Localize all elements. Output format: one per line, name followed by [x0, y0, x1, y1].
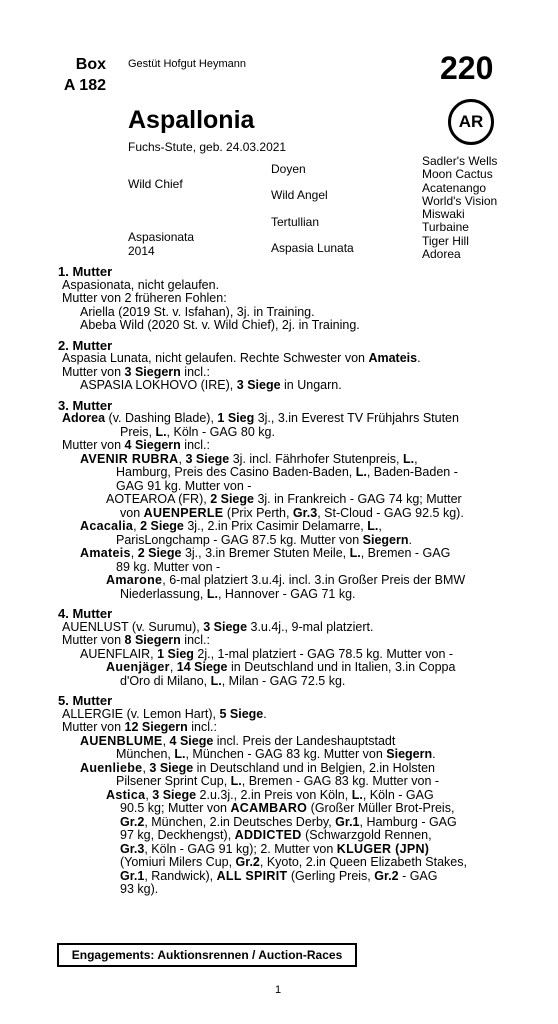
page-number: 1 — [275, 984, 282, 996]
s5-line: Mutter von 12 Siegern incl.: — [62, 720, 217, 734]
s3-adorea: Adorea (v. Dashing Blade), 1 Sieg 3j., 3.in Everest TV Frühjahrs Stuten — [62, 411, 459, 425]
section-title-5: 5. Mutter — [58, 693, 113, 708]
avenir-rubra: AVENIR RUBRA, 3 Siege 3j. incl. Fährhofer Stutenpreis, L., — [80, 451, 418, 466]
ar-badge-text: AR — [458, 112, 484, 131]
box-line1: Box — [75, 56, 106, 73]
s1-line: Aspasionata, nicht gelaufen. — [62, 277, 220, 292]
amarone-cont: Niederlassung, L., Hannover - GAG 71 kg. — [120, 586, 356, 601]
astica-cont: Gr.1, Randwick), ALL SPIRIT (Gerling Preis, Gr.2 - GAG — [120, 868, 438, 883]
section-title-1: 1. Mutter — [58, 264, 113, 279]
engagements-box — [57, 943, 357, 967]
s1-line: Ariella (2019 St. v. Isfahan), 3j. in Training. — [80, 304, 315, 319]
pedigree-gen3-7: Tiger Hill — [422, 233, 469, 248]
acacalia-cont: ParisLongchamp - GAG 87.5 kg. Mutter von Siegern. — [116, 532, 412, 547]
horse-description: Fuchs-Stute, geb. 24.03.2021 — [128, 140, 287, 154]
s2-line: Aspasia Lunata, nicht gelaufen. Rechte Schwester von Amateis. — [62, 351, 421, 365]
s1-line: Abeba Wild (2020 St. v. Wild Chief), 2j. in Training. — [80, 318, 360, 332]
s2-line: ASPASIA LOKHOVO (IRE), 3 Siege in Ungarn. — [80, 378, 342, 392]
pedigree-sire: Wild Chief — [128, 177, 183, 191]
section-title-3: 3. Mutter — [58, 397, 113, 413]
pedigree-gen3-4: World's Vision — [422, 193, 498, 208]
lot-number: 220 — [440, 50, 494, 86]
s4-line: AUENLUST (v. Surumu), 3 Siege 3.u.4j., 9-mal platziert. — [62, 619, 374, 634]
section-title-4: 4. Mutter — [58, 606, 113, 621]
auenblume: AUENBLUME, 4 Siege incl. Preis der Landeshauptstadt — [80, 733, 396, 748]
astica-cont: (Yomiuri Milers Cup, Gr.2, Kyoto, 2.in Queen Elizabeth Stakes, — [120, 855, 467, 869]
auenjaeger-cont: d'Oro di Milano, L., Milan - GAG 72.5 kg. — [120, 673, 346, 688]
breeder: Gestüt Hofgut Heymann — [128, 58, 247, 70]
auenliebe-cont: Pilsener Sprint Cup, L., Bremen - GAG 83 kg. Mutter von - — [116, 774, 440, 788]
astica-cont: Gr.3, Köln - GAG 91 kg); 2. Mutter von KLUGER (JPN) — [120, 841, 430, 856]
astica-cont: Gr.2, München, 2.in Deutsches Derby, Gr.1, Hamburg - GAG — [120, 814, 457, 829]
pedigree-gen3-5: Miswaki — [422, 207, 465, 222]
amateis-cont: 89 kg. Mutter von - — [116, 559, 221, 574]
s4-line: Mutter von 8 Siegern incl.: — [62, 633, 210, 647]
family-content — [58, 265, 503, 897]
auenflair: AUENFLAIR, 1 Sieg 2j., 1-mal platziert - GAG 78.5 kg. Mutter von - — [80, 646, 454, 661]
s1-line: Mutter von 2 früheren Fohlen: — [62, 291, 227, 305]
aotearoa-cont: von AUENPERLE (Prix Perth, Gr.3, St-Cloud - GAG 92.5 kg). — [120, 505, 464, 520]
s5-line: ALLERGIE (v. Lemon Hart), 5 Siege. — [62, 706, 267, 721]
section-title-2: 2. Mutter — [58, 337, 113, 353]
aotearoa: AOTEAROA (FR), 2 Siege 3j. in Frankreich - GAG 74 kg; Mutter — [106, 492, 462, 506]
auenblume-cont: München, L., München - GAG 83 kg. Mutter von Siegern. — [116, 747, 436, 761]
pedigree-gen2-2: Wild Angel — [271, 188, 328, 202]
ar-badge-icon — [448, 99, 494, 145]
astica: Astica, 3 Siege 2.u.3j., 2.in Preis von Köln, L., Köln - GAG — [106, 787, 434, 802]
pedigree-gen3-2: Moon Cactus — [422, 167, 493, 182]
pedigree-gen3 — [422, 155, 497, 261]
avenir-rubra-cont: Hamburg, Preis des Casino Baden-Baden, L., Baden-Baden - — [116, 465, 458, 479]
engagements-text: Engagements: Auktionsrennen / Auction-Races — [71, 948, 343, 962]
astica-cont: 97 kg, Deckhengst), ADDICTED (Schwarzgold Rennen, — [120, 828, 432, 842]
pedigree-gen2-1: Doyen — [271, 162, 306, 176]
pedigree-dam-year: 2014 — [128, 244, 155, 258]
pedigree-dam: Aspasionata — [128, 230, 195, 244]
s2-line: Mutter von 3 Siegern incl.: — [62, 364, 210, 379]
s3-adorea-cont: Preis, L., Köln - GAG 80 kg. — [120, 424, 275, 439]
pedigree-gen3-3: Acatenango — [422, 180, 487, 195]
avenir-rubra-cont: GAG 91 kg. Mutter von - — [116, 478, 252, 493]
box-line2: A 182 — [63, 77, 106, 94]
amarone: Amarone, 6-mal platziert 3.u.4j. incl. 3.in Großer Preis der BMW — [106, 573, 466, 587]
box-label — [58, 54, 106, 96]
pedigree-gen2-4: Aspasia Lunata — [271, 241, 354, 255]
pedigree-gen3-6: Turbaine — [422, 220, 469, 235]
pedigree-gen3-8: Adorea — [422, 247, 461, 262]
horse-name: Aspallonia — [128, 106, 255, 134]
astica-cont: 93 kg). — [120, 882, 159, 896]
auenliebe: Auenliebe, 3 Siege in Deutschland und in Belgien, 2.in Holsten — [80, 760, 435, 775]
s3-line: Mutter von 4 Siegern incl.: — [62, 438, 210, 452]
acacalia: Acacalia, 2 Siege 3j., 2.in Prix Casimir Delamarre, L., — [80, 519, 382, 533]
pedigree-gen2-3: Tertullian — [271, 215, 320, 229]
auenjaeger: Auenjäger, 14 Siege in Deutschland und in Italien, 3.in Coppa — [106, 660, 456, 674]
amateis: Amateis, 2 Siege 3j., 3.in Bremer Stuten Meile, L., Bremen - GAG — [80, 546, 451, 560]
pedigree-gen3-1: Sadler's Wells — [422, 154, 498, 168]
astica-cont: 90.5 kg; Mutter von ACAMBARO (Großer Müller Brot-Preis, — [120, 801, 455, 815]
